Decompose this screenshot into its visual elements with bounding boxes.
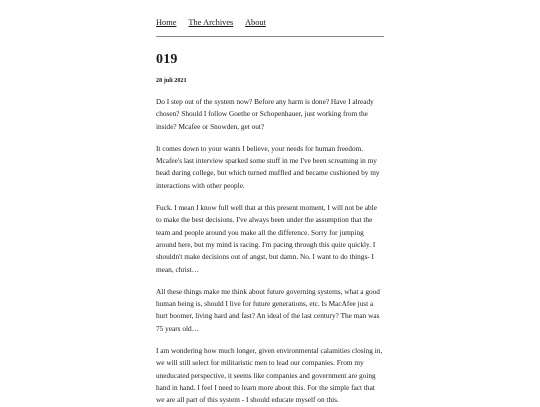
post-date: 28 juli 2021: [156, 77, 187, 84]
blog-post: [156, 52, 384, 407]
post-paragraph: It comes down to your wants I believe, your needs for human freedom. Mcafee's last interview sparked some stuff in me I've been screaming in my head during college, but which turned muffled and became cushioned by my interactions with other people.: [156, 143, 380, 190]
page-column: [156, 0, 384, 407]
post-title: 019: [156, 52, 178, 67]
post-paragraph: Do I step out of the system now? Before any harm is done? Have I already chosen? Should I follow Goethe or Schopenhauer, just working from the inside? Mcafee or Snowden, get out?: [156, 97, 374, 131]
site-nav: [156, 17, 384, 31]
post-paragraph: Fuck. I mean I know full well that at this present moment, I will not be able to make the best decisions. I've always been under the assumption that the team and people around you make all the difference. Sorry for jumping around here, but my mind is racing. I'm pacing through this quite quickly. I shouldn't make decisions out of angst, but damn. No. I want to do things- I mean, christ…: [156, 203, 377, 274]
nav-home-link[interactable]: Home: [156, 18, 177, 27]
post-paragraph: All these things make me think about future governing systems, what a good human being is, should I live for future generations, etc. Is MacAfee just a hurt boomer, living hard and fast? An ideal of the last century? The man was 75 years old…: [156, 286, 380, 333]
post-body: [156, 96, 384, 407]
post-paragraph: I am wondering how much longer, given environmental calamities closing in, we will still select for militaristic men to lead our companies. From my uneducated perspective, it seems like companies and government are going hand in hand. I feel I need to learn more about this. For the simple fact that we are all part of this system - I should educate myself on this.: [156, 346, 383, 405]
nav-about-link[interactable]: About: [244, 18, 266, 27]
header-divider: [156, 36, 384, 37]
nav-archives-link[interactable]: The Archives: [188, 18, 234, 27]
